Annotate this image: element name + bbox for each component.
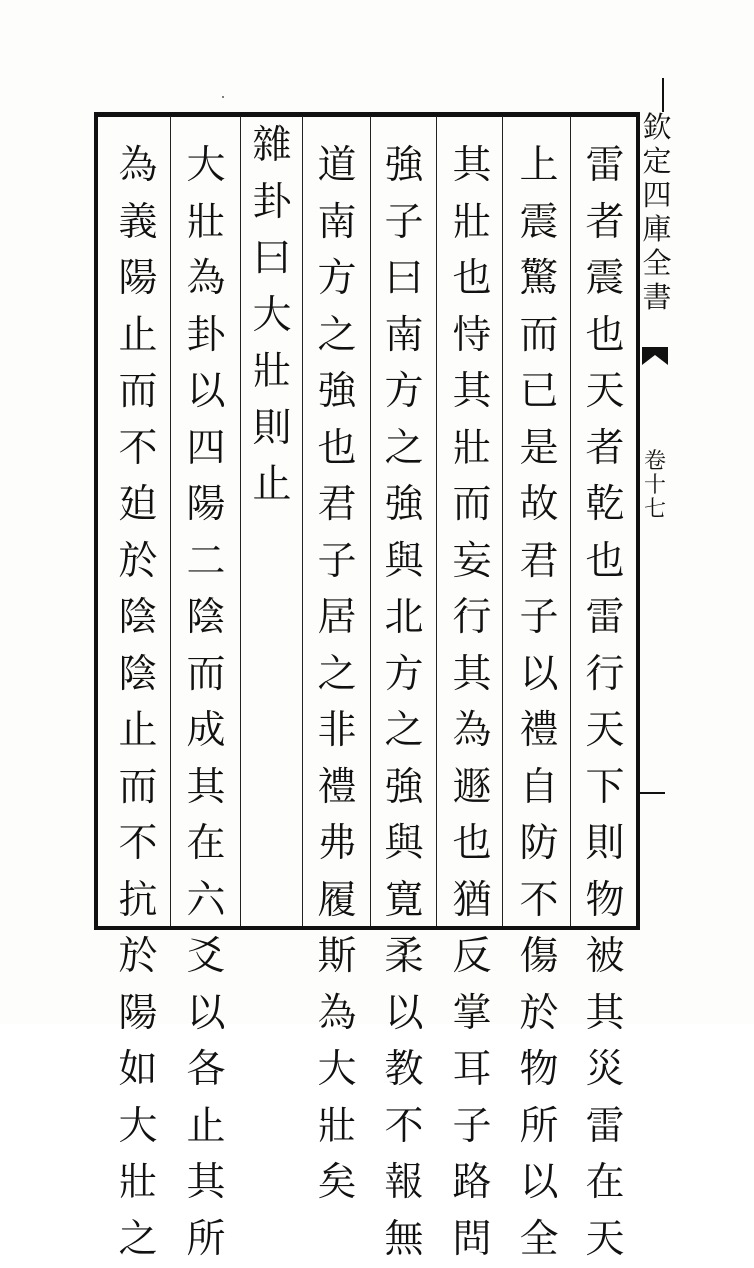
text-column-2: 上震驚而已是故君子以禮自防不傷於物所以全 xyxy=(519,143,559,1262)
text-column-3: 其壯也恃其壯而妄行其為遯也猶反掌耳子路問 xyxy=(452,143,492,1262)
volume-label: 卷十七 xyxy=(643,449,666,522)
edge-mark xyxy=(637,792,665,794)
text-column-4: 強子曰南方之強與北方之強與寛柔以教不報無 xyxy=(384,143,424,1262)
text-column-6: 雜卦曰大壯則止 xyxy=(252,123,292,507)
column-rule xyxy=(302,116,303,926)
column-rule xyxy=(502,116,503,926)
top-tick-mark xyxy=(662,78,664,112)
ink-speck xyxy=(222,96,224,98)
column-rule xyxy=(436,116,437,926)
column-rule xyxy=(370,116,371,926)
text-column-1: 雷者震也天者乾也雷行天下則物被其災雷在天 xyxy=(585,143,625,1262)
column-rule xyxy=(570,116,571,926)
fishtail-icon xyxy=(640,345,670,367)
text-column-5: 道南方之強也君子居之非禮弗履斯為大壯矣 xyxy=(317,143,357,1205)
text-column-8: 為義陽止而不廹於陰陰止而不抗於陽如大壯之 xyxy=(118,143,158,1262)
book-title: 欽定四庫全書 xyxy=(642,110,672,314)
column-rule xyxy=(240,116,241,926)
text-column-7: 大壯為卦以四陽二陰而成其在六爻以各止其所 xyxy=(186,143,226,1262)
column-rule xyxy=(170,116,171,926)
